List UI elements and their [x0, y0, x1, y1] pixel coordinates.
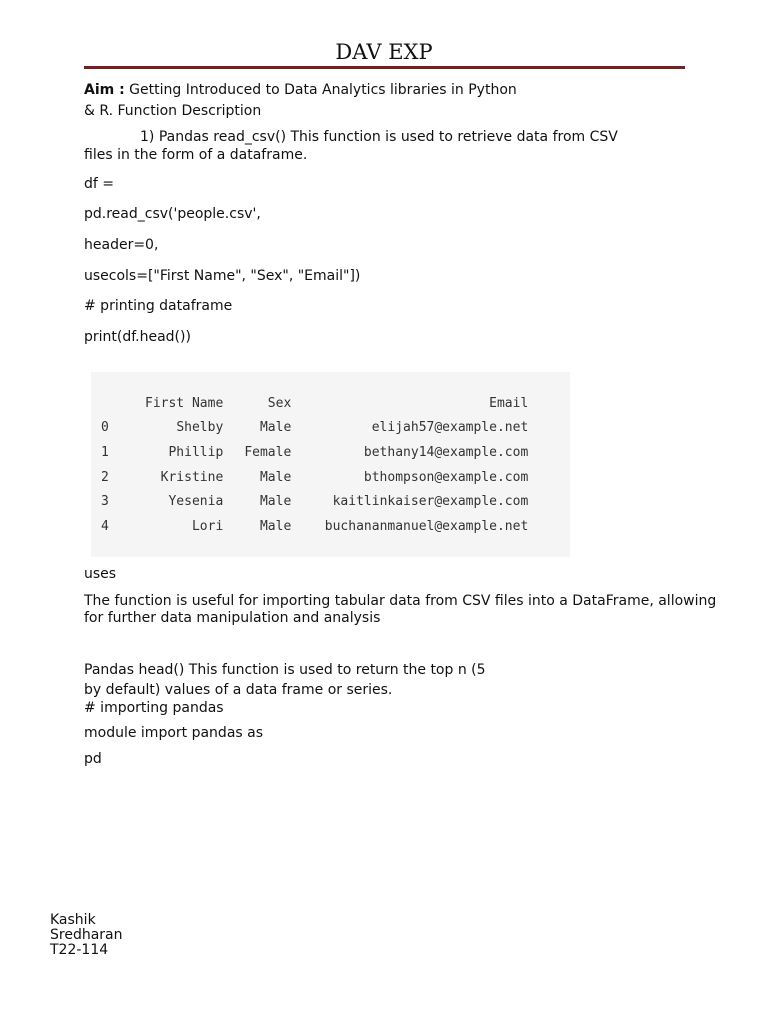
head-description: Pandas head() This function is used to return the top n (5 [84, 662, 486, 678]
dataframe-cell-email: bethany14@example.com [363, 444, 529, 460]
dataframe-column-header: First Name [145, 395, 224, 411]
dataframe-cell-first-name: Kristine [160, 469, 224, 485]
dataframe-row [91, 514, 528, 539]
dataframe-table [91, 391, 528, 539]
document-title: DAV EXP [335, 40, 433, 64]
author-id: T22-114 [50, 942, 109, 958]
aim-text: Getting Introduced to Data Analytics libraries in Python [129, 82, 517, 98]
uses-text: The function is useful for importing tabular data from CSV files into a DataFrame, allowing [84, 593, 717, 609]
dataframe-output [91, 372, 570, 557]
dataframe-cell-email: bthompson@example.com [363, 469, 529, 485]
item-1-text-continued: files in the form of a dataframe. [84, 147, 308, 163]
dataframe-header-row [91, 391, 528, 416]
dataframe-index: 4 [101, 518, 109, 534]
dataframe-cell-sex: Male [259, 518, 292, 534]
title-underline [84, 66, 685, 69]
aim-text-continued: & R. Function Description [84, 103, 262, 119]
code-line: header=0, [84, 237, 159, 253]
dataframe-cell-first-name: Yesenia [168, 494, 224, 510]
item-1-text: Pandas read_csv() This function is used to retrieve data from CSV [158, 129, 618, 145]
author-last-name: Sredharan [50, 927, 123, 943]
dataframe-cell-sex: Male [259, 469, 292, 485]
dataframe-cell-email: elijah57@example.net [371, 420, 529, 436]
dataframe-row [91, 489, 528, 514]
dataframe-row [91, 465, 528, 490]
uses-text-continued: for further data manipulation and analysis [84, 610, 381, 626]
uses-label: uses [84, 566, 117, 582]
dataframe-index: 3 [101, 494, 109, 510]
item-1-number: 1) [140, 129, 155, 145]
code-line: module import pandas as [84, 725, 264, 741]
dataframe-cell-sex: Male [259, 494, 292, 510]
dataframe-cell-first-name: Lori [191, 518, 224, 534]
dataframe-row [91, 440, 528, 465]
dataframe-column-header: Sex [267, 395, 292, 411]
dataframe-row [91, 416, 528, 441]
head-description-continued: by default) values of a data frame or series. [84, 682, 393, 698]
code-comment: # importing pandas [84, 700, 224, 716]
item-1 [140, 129, 618, 146]
author-footer [50, 912, 170, 958]
aim-line [84, 82, 517, 99]
dataframe-cell-email: kaitlinkaiser@example.com [332, 494, 529, 510]
dataframe-column-header: Email [489, 395, 529, 411]
code-comment: # printing dataframe [84, 298, 233, 314]
code-line: print(df.head()) [84, 329, 191, 345]
aim-label: Aim : [84, 82, 125, 98]
code-line: df = [84, 176, 114, 192]
dataframe-index: 0 [101, 420, 109, 436]
dataframe-cell-first-name: Phillip [168, 444, 224, 460]
dataframe-cell-first-name: Shelby [176, 420, 224, 436]
code-line: pd.read_csv('people.csv', [84, 206, 261, 222]
code-line: usecols=["First Name", "Sex", "Email"]) [84, 268, 361, 284]
dataframe-index: 2 [101, 469, 109, 485]
author-first-name: Kashik [50, 912, 96, 928]
dataframe-cell-sex: Male [259, 420, 292, 436]
dataframe-cell-email: buchananmanuel@example.net [324, 518, 529, 534]
dataframe-index: 1 [101, 444, 109, 460]
code-line: pd [84, 751, 102, 767]
dataframe-index-header [91, 391, 145, 416]
dataframe-cell-sex: Female [244, 444, 292, 460]
